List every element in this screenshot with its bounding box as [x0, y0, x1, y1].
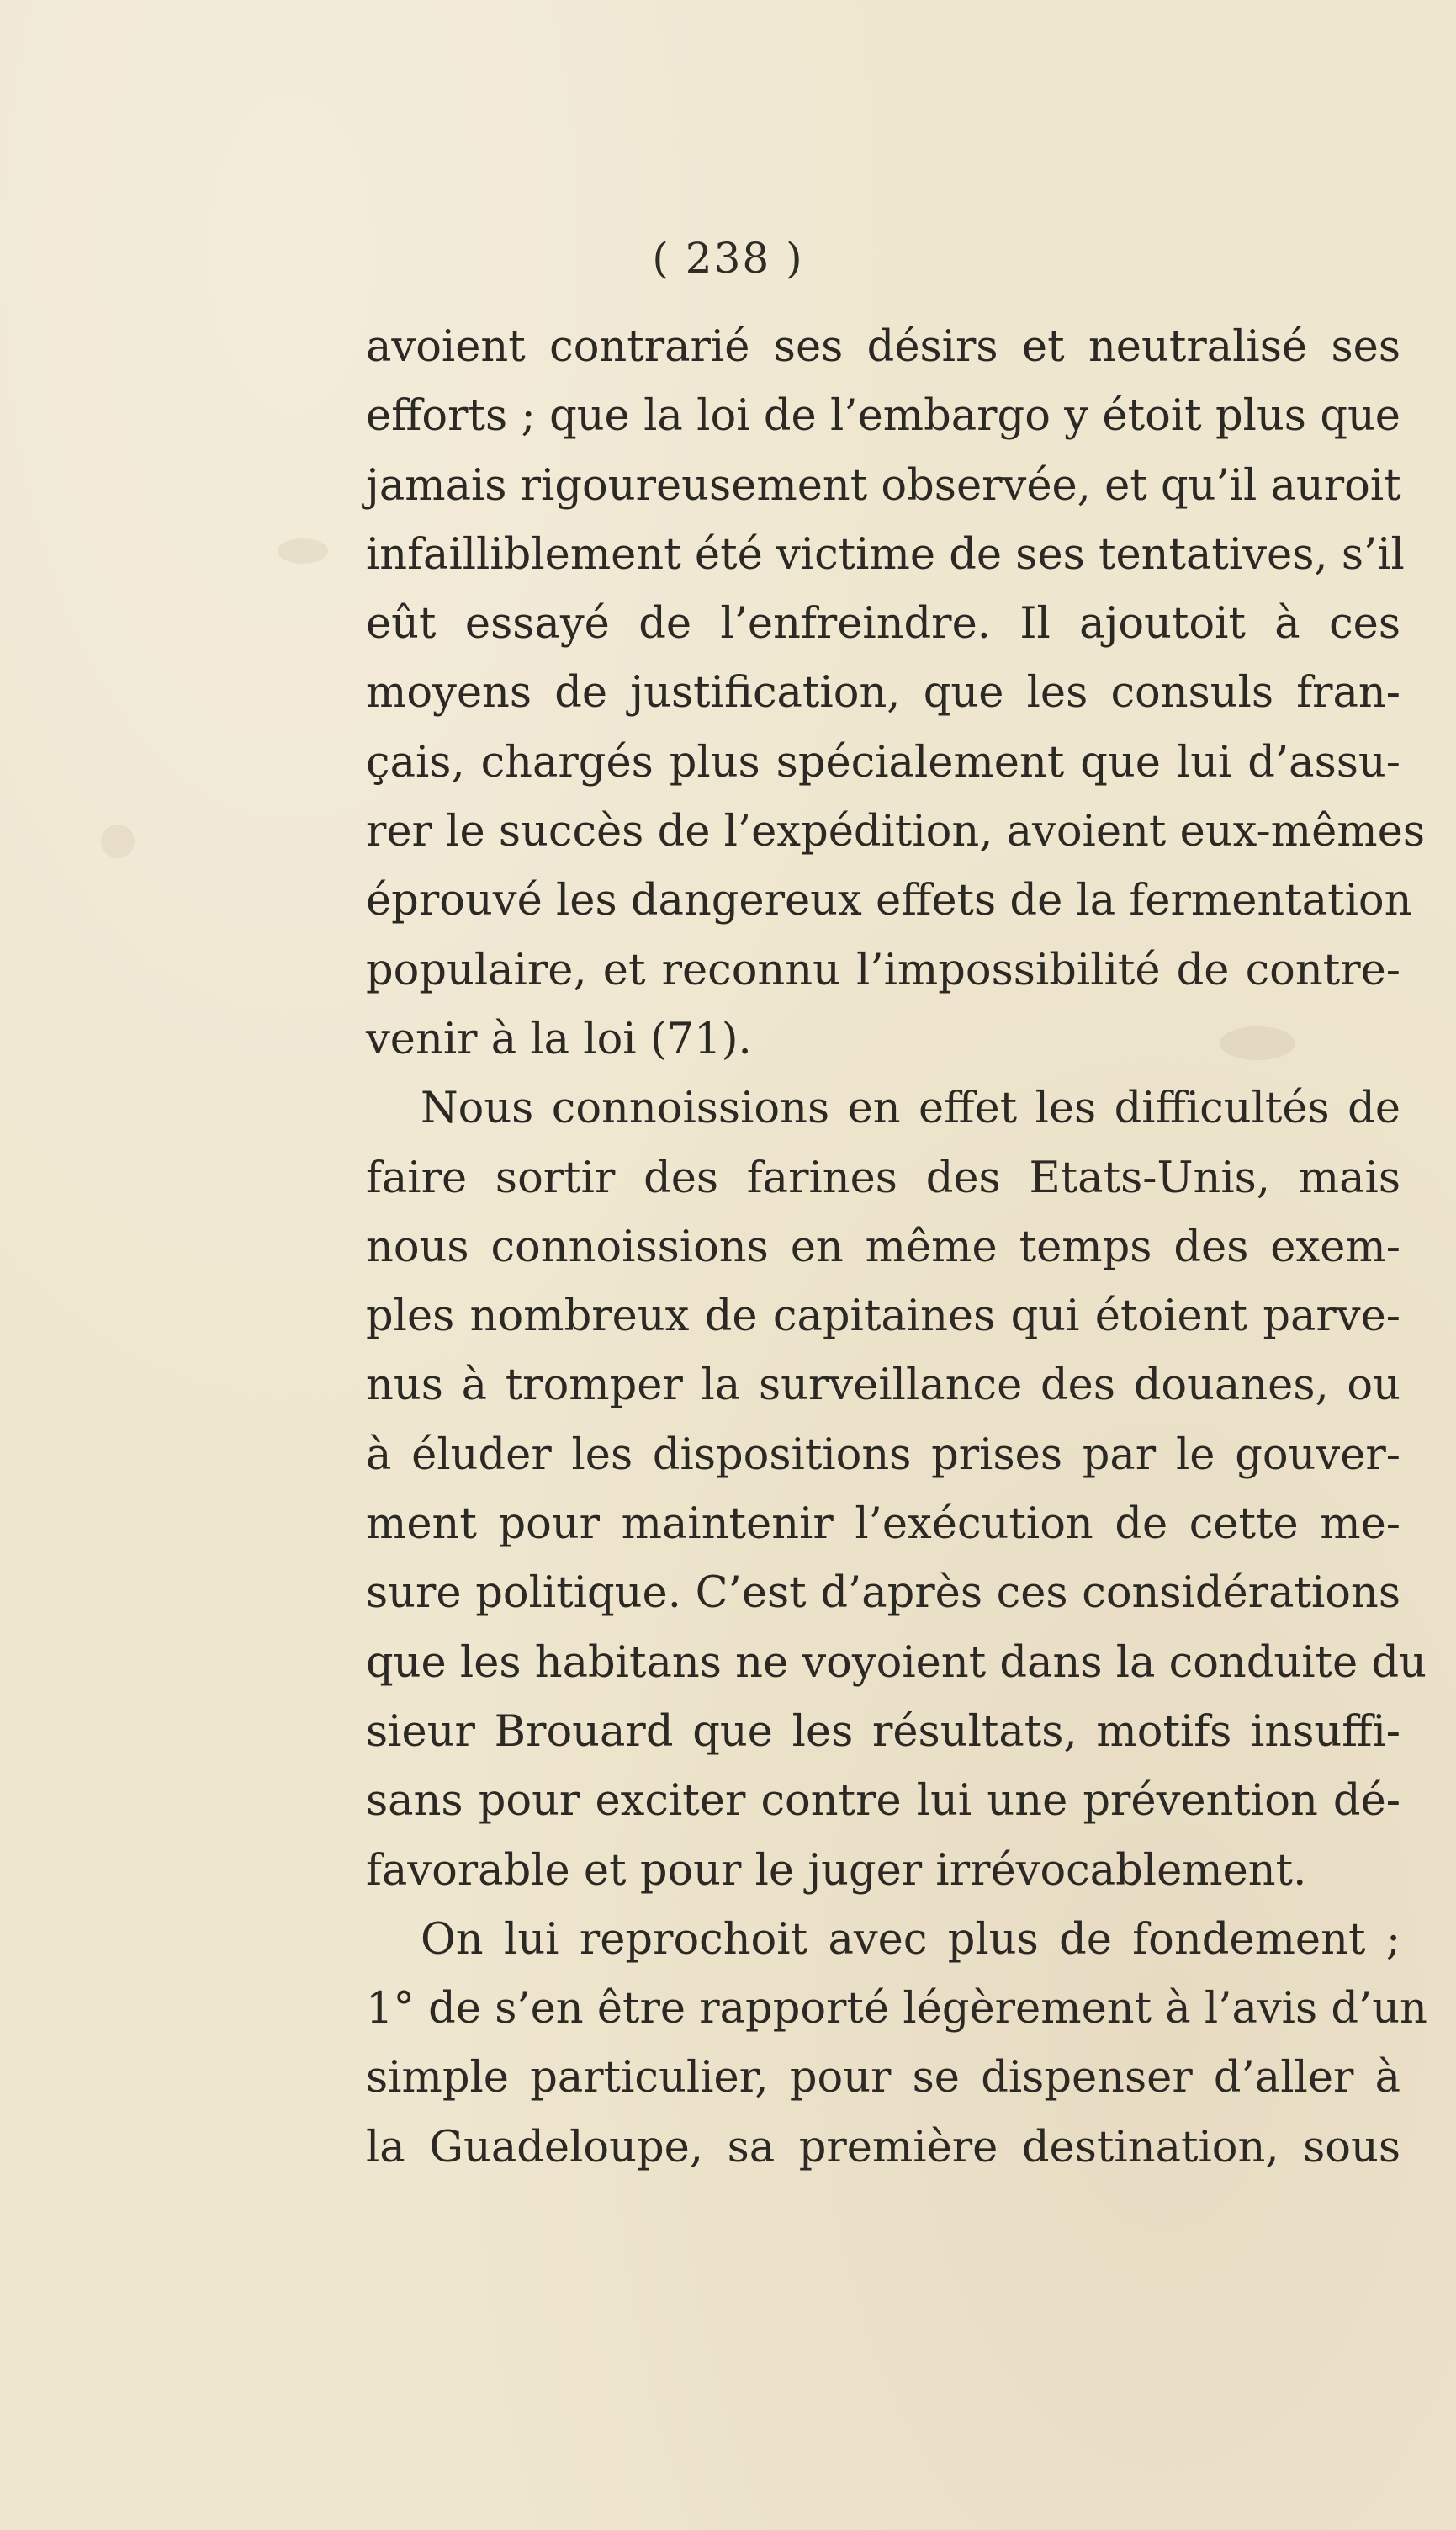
text-line: populaire, et reconnu l’impossibilité de contre- — [366, 945, 1400, 995]
text-line: sans pour exciter contre lui une prévention dé- — [366, 1776, 1400, 1827]
text-line: efforts ; que la loi de l’embargo y étoit plus que — [366, 391, 1400, 442]
text-line: nus à tromper la surveillance des douanes, ou — [366, 1360, 1400, 1411]
text-line: la Guadeloupe, sa première destination, sous — [366, 2122, 1400, 2172]
text-line: çais, chargés plus spécialement que lui d’assu- — [366, 737, 1400, 788]
text-line: sieur Brouard que les résultats, motifs insuffi- — [366, 1706, 1400, 1757]
text-line: Nous connoissions en effet les difficultés de — [421, 1084, 1400, 1134]
text-line: sure politique. C’est d’après ces considérations — [366, 1568, 1400, 1619]
text-line: 1° de s’en être rapporté légèrement à l’avis d’un — [366, 1984, 1427, 2034]
body-text — [366, 313, 1427, 2183]
text-line: eût essayé de l’enfreindre. Il ajoutoit à ces — [366, 599, 1400, 650]
text-line: On lui reprochoit avec plus de fondement ; — [421, 1914, 1400, 1965]
text-line: jamais rigoureusement observée, et qu’il auroit — [366, 460, 1401, 511]
text-line: moyens de justification, que les consuls fran- — [366, 668, 1400, 719]
text-line: que les habitans ne voyoient dans la conduite du — [366, 1637, 1427, 1688]
text-line: éprouvé les dangereux effets de la fermentation — [366, 876, 1412, 926]
paper-stain — [278, 538, 328, 564]
text-line: ment pour maintenir l’exécution de cette me- — [366, 1499, 1400, 1550]
text-line: infailliblement été victime de ses tentatives, s’il — [366, 529, 1405, 580]
page-number: ( 238 ) — [652, 234, 804, 283]
paper-stain — [101, 825, 135, 858]
text-line: faire sortir des farines des Etats-Unis, mais — [366, 1153, 1400, 1203]
text-line: venir à la loi (71). — [366, 1014, 752, 1064]
text-line: favorable et pour le juger irrévocablement. — [366, 1845, 1307, 1896]
text-line: avoient contrarié ses désirs et neutralisé ses — [366, 322, 1400, 372]
text-line: ples nombreux de capitaines qui étoient parve- — [366, 1292, 1400, 1342]
text-line: à éluder les dispositions prises par le gouver- — [366, 1429, 1400, 1480]
text-line: rer le succès de l’expédition, avoient eux-mêmes — [366, 807, 1425, 857]
text-line: nous connoissions en même temps des exem- — [366, 1222, 1400, 1272]
text-line: simple particulier, pour se dispenser d’aller à — [366, 2053, 1400, 2103]
